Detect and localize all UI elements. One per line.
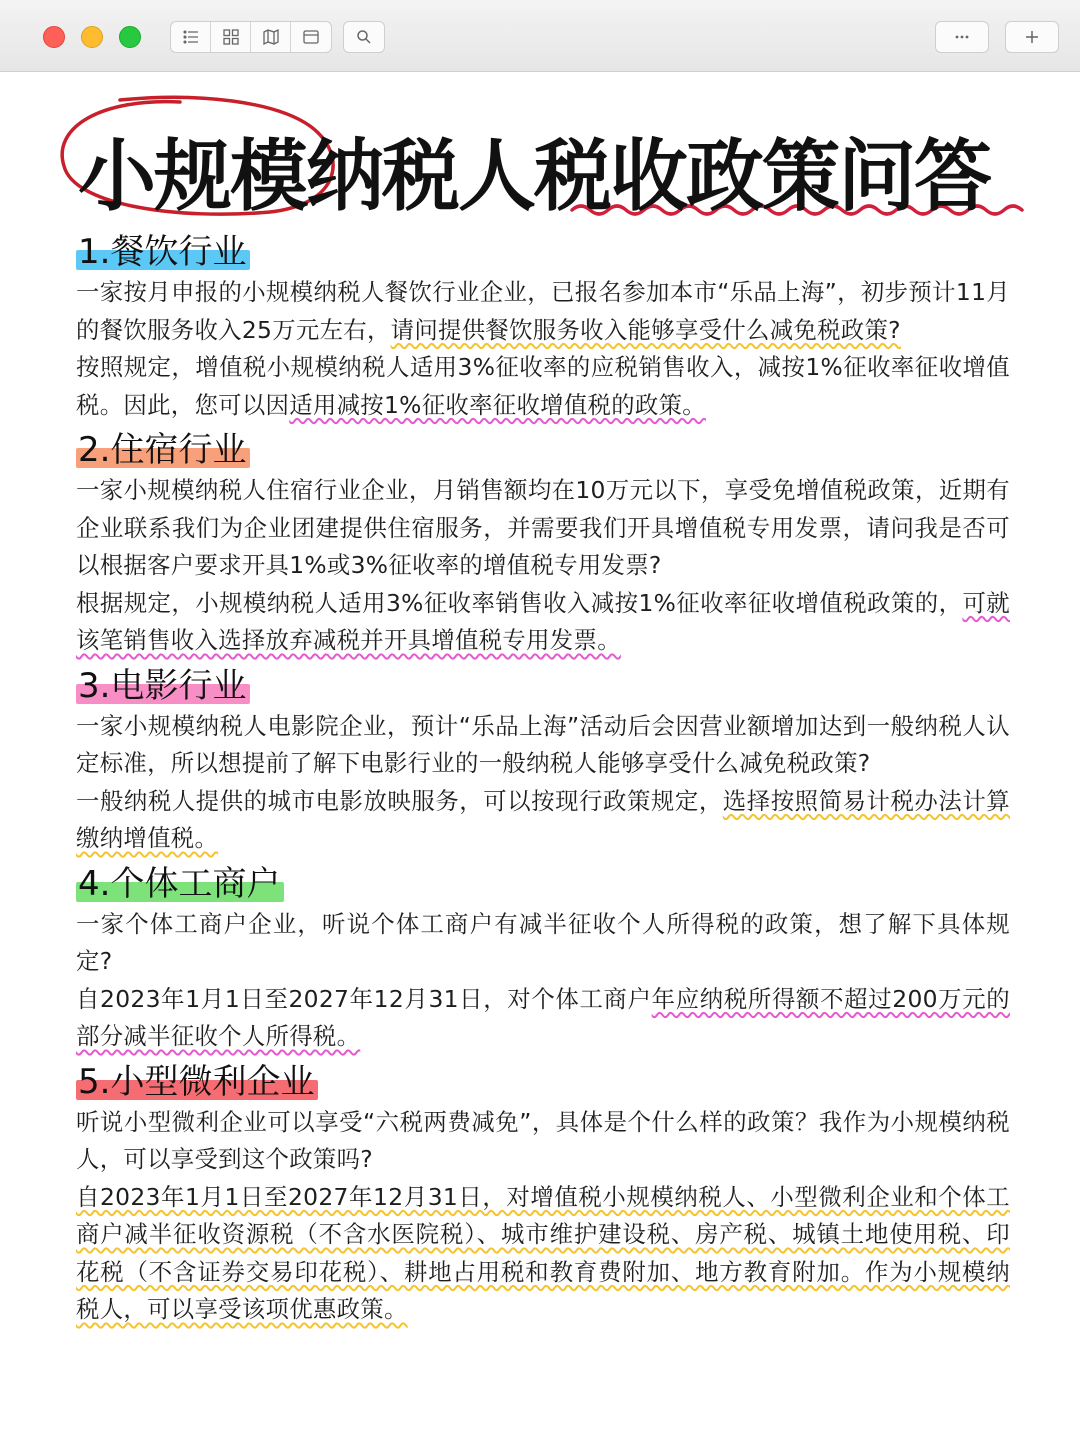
section-lodging — [76, 430, 1010, 660]
answer-text — [76, 783, 1010, 858]
search-box[interactable] — [343, 21, 385, 53]
answer-highlight: 适用减按1%征收率征收增值税的政策。 — [289, 390, 706, 419]
answer-plain: 自2023年1月1日至2027年12月31日，对个体工商户 — [76, 984, 652, 1013]
question-text: 一家个体工商户企业，听说个体工商户有减半征收个人所得税的政策，想了解下具体规定? — [76, 909, 1010, 975]
zoom-window-button[interactable] — [119, 26, 141, 48]
list-icon[interactable] — [171, 22, 211, 52]
section-heading: 3.电影行业 — [76, 666, 250, 706]
question-text: 一家小规模纳税人电影院企业，预计“乐品上海”活动后会因营业额增加达到一般纳税人认定标准，所以想提前了解下电影行业的一般纳税人能够享受什么减免税政策? — [76, 711, 1010, 777]
more-options[interactable] — [935, 21, 989, 53]
answer-plain: 根据规定，小规模纳税人适用3%征收率销售收入减按1%征收率征收增值税政策的， — [76, 588, 963, 617]
more-icon[interactable] — [936, 22, 988, 52]
question-text: 听说小型微利企业可以享受“六税两费减免”，具体是个什么样的政策？我作为小规模纳税人，可以享受到这个政策吗? — [76, 1107, 1010, 1173]
page-title: 小规模纳税人税收政策问答 — [78, 132, 991, 222]
section-heading: 5.小型微利企业 — [76, 1062, 318, 1102]
question-plain: 一家按月申报的小规模纳税人餐饮行业企业，已报名参加本市“乐品上海”，初步预计11月的餐饮服务收入25万元左右， — [76, 278, 1010, 344]
close-window-button[interactable] — [43, 26, 65, 48]
plus-icon[interactable] — [1006, 22, 1058, 52]
section-heading: 2.住宿行业 — [76, 430, 250, 470]
section-heading: 1.餐饮行业 — [76, 232, 250, 272]
article-body — [76, 232, 1010, 1335]
answer-text — [76, 349, 1010, 424]
grid-icon[interactable] — [211, 22, 251, 52]
question-highlight: 请问提供餐饮服务收入能够享受什么减免税政策? — [390, 315, 901, 344]
minimize-window-button[interactable] — [81, 26, 103, 48]
add-button[interactable] — [1005, 21, 1059, 53]
question-text: 一家小规模纳税人住宿行业企业，月销售额均在10万元以下，享受免增值税政策，近期有企业联系我们为企业团建提供住宿服务，并需要我们开具增值税专用发票，请问我是否可以根据客户要求开具1%或3%征收率的增值税专用发票? — [76, 476, 1010, 579]
answer-highlight: 自2023年1月1日至2027年12月31日，对增值税小规模纳税人、小型微利企业和个体工商户减半征收资源税（不含水医院税）、城市维护建设税、房产税、城镇土地使用税、印花税（不含证券交易印花税）、耕地占用税和教育费附加、地方教育附加。作为小规模纳税人，可以享受该项优惠政策。 — [76, 1182, 1010, 1323]
section-small-micro-enterprise — [76, 1062, 1010, 1329]
answer-highlight: 可就该笔销售收入选择放弃减税并开具增值税专用发票。 — [76, 588, 1010, 654]
answer-plain: 按照规定，增值税小规模纳税人适用3%征收率的应税销售收入，减按1%征收率征收增值税。因此，您可以因 — [76, 353, 1010, 419]
map-icon[interactable] — [251, 22, 291, 52]
answer-highlight: 选择按照简易计税办法计算缴纳增值税。 — [76, 786, 1010, 852]
search-icon[interactable] — [344, 22, 384, 52]
section-heading: 4.个体工商户 — [76, 864, 284, 904]
answer-text — [76, 981, 1010, 1056]
section-cinema — [76, 666, 1010, 858]
section-individual-business — [76, 864, 1010, 1056]
window-toolbar — [0, 0, 1080, 72]
question-text — [76, 274, 1010, 349]
sidebar-icon[interactable] — [291, 22, 331, 52]
title-block — [60, 88, 1060, 228]
answer-highlight: 年应纳税所得额不超过200万元的部分减半征收个人所得税。 — [76, 984, 1010, 1050]
answer-text — [76, 585, 1010, 660]
view-switcher — [170, 21, 332, 53]
section-catering — [76, 232, 1010, 424]
answer-text — [76, 1179, 1010, 1329]
answer-plain: 一般纳税人提供的城市电影放映服务，可以按现行政策规定， — [76, 786, 723, 815]
